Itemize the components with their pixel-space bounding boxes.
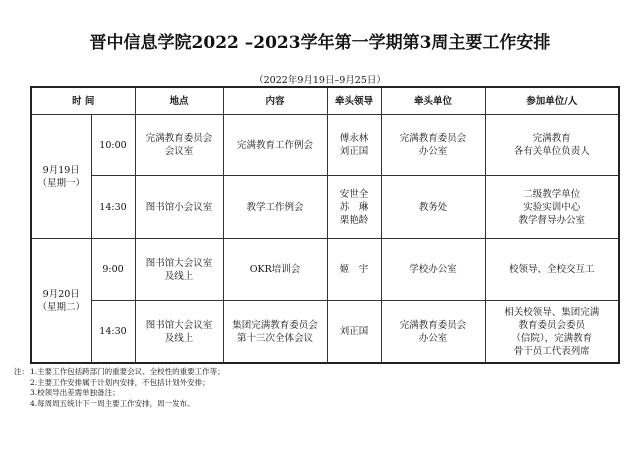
header-participants: 参加单位/人 — [485, 87, 619, 115]
place-line: 图书馆大会议室 — [145, 319, 213, 331]
leader-cell — [327, 115, 381, 176]
header-time: 时 间 — [31, 87, 135, 115]
content-line: 完满教育工作例会 — [236, 139, 313, 151]
place-line: 及线上 — [164, 270, 194, 282]
date-range: （2022年9月19日–9月25日） — [254, 75, 386, 86]
unit-cell — [381, 115, 485, 176]
unit-line: 办公室 — [418, 146, 448, 157]
content-cell — [223, 176, 327, 239]
header-place: 地点 — [135, 87, 223, 115]
unit-cell — [381, 301, 485, 364]
table-row — [31, 239, 619, 301]
content-line: 集团完满教育委员会 — [232, 319, 318, 331]
participants-cell — [485, 301, 619, 364]
time-cell: 14:30 — [91, 176, 135, 239]
participants-cell — [485, 239, 619, 301]
notes-label: 注： — [14, 367, 29, 376]
place-line: 图书馆大会议室 — [145, 257, 213, 269]
participants-line: 实验实训中心 — [523, 201, 581, 213]
content-cell — [223, 239, 327, 301]
day-cell — [31, 115, 91, 239]
table-row — [31, 301, 619, 364]
unit-line: 教务处 — [418, 201, 448, 213]
place-line: 完满教育委员会 — [145, 133, 213, 144]
participants-line: 校领导、全校交互工 — [508, 264, 595, 275]
header-unit: 牵头单位 — [381, 87, 485, 115]
content-cell — [223, 301, 327, 364]
participants-line: 骨干员工代表列席 — [513, 345, 590, 357]
participants-line: 二级教学单位 — [523, 188, 581, 200]
place-cell — [135, 176, 223, 239]
unit-cell — [381, 176, 485, 239]
unit-line: 完满教育委员会 — [399, 133, 467, 144]
place-line: 及线上 — [164, 332, 194, 344]
participants-line: 各有关单位负责人 — [513, 146, 590, 157]
place-cell — [135, 115, 223, 176]
schedule-table — [30, 86, 620, 364]
day-weekday: （星期二） — [37, 301, 85, 313]
place-line: 图书馆小会议室 — [145, 201, 213, 213]
note-item: 1.主要工作包括跨部门的重要会议、全校性的重要工作等； — [30, 367, 225, 376]
day-weekday: （星期一） — [37, 177, 85, 189]
unit-cell — [381, 239, 485, 301]
place-cell — [135, 239, 223, 301]
note-item: 4.每周周五统计下一周主要工作安排，周一发布。 — [30, 398, 195, 408]
leader-cell — [327, 176, 381, 239]
unit-line: 完满教育委员会 — [399, 319, 467, 331]
leader-cell — [327, 239, 381, 301]
participants-line: 教学督导办公室 — [518, 214, 585, 226]
content-cell — [223, 115, 327, 176]
content-line: 第十三次全体会议 — [236, 332, 313, 344]
participants-cell — [485, 115, 619, 176]
leader-cell — [327, 301, 381, 364]
place-cell — [135, 301, 223, 364]
participants-cell — [485, 176, 619, 239]
leader-line: 刘正国 — [339, 326, 369, 337]
time-cell: 9:00 — [91, 239, 135, 301]
time-cell: 14:30 — [91, 301, 135, 364]
time-cell: 10:00 — [91, 115, 135, 176]
header-leader: 牵头领导 — [327, 87, 381, 115]
day-date: 9月19日 — [42, 164, 80, 176]
note-item: 2.主要工作安排属于计划内安排，不包括计划外安排； — [30, 377, 210, 387]
leader-line: 栗艳龄 — [339, 214, 369, 226]
day-cell — [31, 239, 91, 364]
day-date: 9月20日 — [42, 288, 80, 300]
page-title: 晋中信息学院2022 –2023学年第一学期第3周主要工作安排 — [89, 33, 551, 53]
table-row — [31, 176, 619, 239]
header-row — [31, 87, 619, 115]
unit-line: 学校办公室 — [409, 264, 457, 275]
leader-line: 姬 宇 — [339, 264, 369, 275]
leader-line: 傅永林 — [339, 133, 369, 144]
leader-line: 苏 琳 — [339, 201, 369, 213]
notes-section — [14, 367, 614, 409]
participants-line: 相关校领导、集团完满 — [504, 306, 600, 318]
participants-line: （信院），完满教育 — [511, 332, 593, 344]
place-line: 会议室 — [164, 146, 194, 157]
table-row — [31, 115, 619, 176]
content-line: 教学工作例会 — [246, 201, 304, 213]
unit-line: 办公室 — [418, 332, 448, 344]
participants-line: 教育委员会委员 — [518, 319, 585, 331]
note-item: 3.校领导出差需单独备注； — [30, 388, 120, 397]
leader-line: 刘正国 — [339, 146, 369, 157]
header-content: 内容 — [223, 87, 327, 115]
participants-line: 完满教育 — [532, 133, 571, 144]
content-line: OKR培训会 — [249, 264, 301, 275]
leader-line: 安世全 — [339, 188, 369, 200]
